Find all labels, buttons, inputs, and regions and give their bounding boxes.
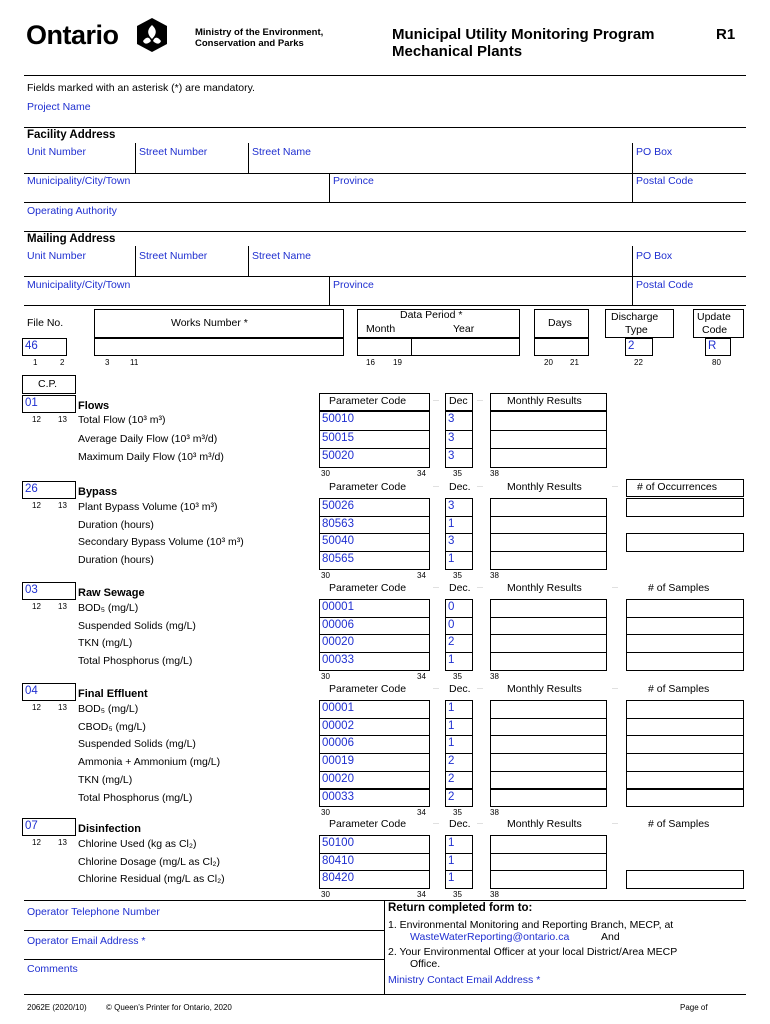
- cp-label: C.P.: [38, 378, 58, 390]
- dec-input[interactable]: 2: [445, 634, 473, 653]
- column-number: 16: [366, 358, 375, 367]
- dots: ···: [433, 686, 439, 692]
- column-number: 13: [58, 415, 67, 424]
- column-number: 12: [32, 501, 41, 510]
- dots: ···: [612, 821, 618, 827]
- monthly-results-label: Monthly Results: [507, 818, 582, 830]
- facility-address-heading: Facility Address: [27, 129, 116, 141]
- cp-code-input[interactable]: 07: [22, 818, 76, 836]
- parameter-code-input[interactable]: 50026: [319, 498, 430, 517]
- parameter-code-input[interactable]: 00020: [319, 634, 430, 653]
- parameter-code-input[interactable]: 00001: [319, 599, 430, 618]
- parameter-code-input[interactable]: 00002: [319, 718, 430, 737]
- cp-code-input[interactable]: 26: [22, 481, 76, 499]
- monthly-result-input[interactable]: [490, 448, 607, 468]
- dec-input[interactable]: 3: [445, 430, 473, 450]
- column-number: 38: [490, 570, 499, 580]
- column-number: 38: [490, 808, 499, 818]
- ontario-logo-text: Ontario: [26, 20, 119, 50]
- column-number: 30: [321, 671, 330, 681]
- parameter-code-input[interactable]: 50010: [319, 411, 430, 431]
- dec-input[interactable]: 1: [445, 551, 473, 570]
- column-number: 13: [58, 838, 67, 847]
- column-number: 30: [321, 468, 330, 478]
- dots: ···: [433, 821, 439, 827]
- discharge-type-label-1: Discharge: [611, 311, 659, 323]
- samples-input[interactable]: [626, 735, 744, 754]
- column-number: 20: [544, 358, 553, 367]
- year-input[interactable]: [411, 338, 520, 356]
- dots: ···: [477, 398, 483, 404]
- mailing-street-name-field[interactable]: Street Name: [252, 250, 311, 262]
- data-period-label: Data Period *: [400, 309, 463, 321]
- days-label: Days: [548, 317, 572, 329]
- parameter-label: Chlorine Dosage (mg/L as Cl₂): [78, 855, 220, 868]
- column-number: 3: [105, 358, 110, 367]
- monthly-result-input[interactable]: [490, 652, 607, 671]
- occurrences-label: # of Occurrences: [637, 481, 717, 493]
- parameter-label: Duration (hours): [78, 554, 154, 567]
- column-number: 34: [417, 570, 426, 580]
- parameter-label: Total Flow (10³ m³): [78, 414, 166, 426]
- parameter-code-label: Parameter Code: [329, 582, 407, 594]
- parameter-label: TKN (mg/L): [78, 773, 133, 786]
- monthly-result-input[interactable]: [490, 634, 607, 653]
- dec-input[interactable]: 0: [445, 599, 473, 618]
- dots: ···: [612, 686, 618, 692]
- column-number: 34: [417, 468, 426, 478]
- monthly-result-input[interactable]: [490, 411, 607, 431]
- dec-input[interactable]: 2: [445, 771, 473, 790]
- dots: ···: [477, 585, 483, 591]
- column-number: 35: [453, 570, 462, 580]
- parameter-label: CBOD₅ (mg/L): [78, 720, 146, 733]
- occurrences-input[interactable]: [626, 533, 744, 552]
- samples-label: # of Samples: [648, 582, 710, 594]
- mailing-address-heading: Mailing Address: [27, 233, 116, 245]
- facility-province-field[interactable]: Province: [333, 175, 374, 187]
- project-name-field[interactable]: Project Name: [27, 101, 91, 113]
- parameter-code-input[interactable]: 50040: [319, 533, 430, 552]
- dec-input[interactable]: 1: [445, 652, 473, 671]
- comments-field[interactable]: Comments: [27, 963, 78, 975]
- column-number: 34: [417, 671, 426, 681]
- dots: ···: [433, 585, 439, 591]
- dots: ···: [477, 686, 483, 692]
- mailing-postal-code-field[interactable]: Postal Code: [636, 279, 694, 291]
- return-and: And: [601, 931, 620, 943]
- parameter-code-input[interactable]: 00020: [319, 771, 430, 790]
- file-no-input[interactable]: 46: [22, 338, 67, 356]
- samples-input[interactable]: [626, 700, 744, 719]
- parameter-code-input[interactable]: 50100: [319, 835, 430, 854]
- dots: ···: [477, 821, 483, 827]
- column-number: 35: [453, 890, 462, 900]
- column-number: 30: [321, 570, 330, 580]
- monthly-result-input[interactable]: [490, 735, 607, 754]
- monthly-result-input[interactable]: [490, 835, 607, 854]
- dots: ···: [433, 398, 439, 404]
- dec-label: Dec.: [449, 683, 471, 695]
- operator-telephone-field[interactable]: Operator Telephone Number: [27, 906, 160, 918]
- monthly-result-input[interactable]: [490, 498, 607, 517]
- facility-po-box-field[interactable]: PO Box: [636, 146, 673, 158]
- monthly-result-input[interactable]: [490, 599, 607, 618]
- parameter-code-input[interactable]: 00019: [319, 753, 430, 772]
- parameter-label: Chlorine Used (kg as Cl₂): [78, 838, 197, 850]
- samples-input[interactable]: [626, 634, 744, 653]
- samples-input[interactable]: [626, 652, 744, 671]
- mailing-municipality-field[interactable]: Municipality/City/Town: [27, 279, 131, 291]
- column-number: 11: [130, 358, 139, 367]
- parameter-code-input[interactable]: 00006: [319, 617, 430, 636]
- column-number: 13: [58, 602, 67, 611]
- monthly-results-label: Monthly Results: [507, 395, 582, 407]
- column-number: 1: [33, 358, 38, 367]
- section-title-raw: Raw Sewage: [78, 587, 145, 599]
- dots: ···: [612, 585, 618, 591]
- monthly-result-input[interactable]: [490, 551, 607, 570]
- monthly-result-input[interactable]: [490, 870, 607, 889]
- cp-code-input[interactable]: 03: [22, 582, 76, 600]
- parameter-code-input[interactable]: 80410: [319, 853, 430, 872]
- monthly-result-input[interactable]: [490, 771, 607, 790]
- form-code: R1: [716, 26, 736, 43]
- samples-label: # of Samples: [648, 818, 710, 830]
- update-code-label-1: Update: [697, 311, 731, 323]
- dec-input[interactable]: 2: [445, 753, 473, 772]
- ministry-name-line1: Ministry of the Environment,: [195, 27, 324, 38]
- facility-municipality-field[interactable]: Municipality/City/Town: [27, 175, 131, 187]
- section-title-final: Final Effluent: [78, 688, 148, 700]
- facility-street-name-field[interactable]: Street Name: [252, 146, 311, 158]
- operator-email-field[interactable]: Operator Email Address *: [27, 935, 146, 947]
- parameter-label: BOD₅ (mg/L): [78, 602, 139, 614]
- month-input[interactable]: [357, 338, 412, 356]
- mailing-unit-number-field[interactable]: Unit Number: [27, 250, 86, 262]
- column-number: 80: [712, 358, 721, 367]
- return-instruction-2b: Office.: [410, 958, 441, 970]
- parameter-label: Duration (hours): [78, 518, 154, 531]
- samples-input[interactable]: [626, 789, 744, 808]
- form-number: 2062E (2020/10): [27, 1003, 87, 1012]
- column-number: 38: [490, 890, 499, 900]
- samples-input[interactable]: [626, 771, 744, 790]
- dots: ···: [612, 484, 618, 490]
- operating-authority-field[interactable]: Operating Authority: [27, 205, 117, 217]
- dec-input[interactable]: 1: [445, 835, 473, 854]
- mandatory-note: Fields marked with an asterisk (*) are mandatory.: [27, 82, 255, 94]
- dec-input[interactable]: 1: [445, 735, 473, 754]
- samples-input[interactable]: [626, 870, 744, 889]
- column-number: 30: [321, 890, 330, 900]
- occurrences-input[interactable]: [626, 498, 744, 517]
- parameter-label: Total Phosphorus (mg/L): [78, 791, 193, 804]
- parameter-label: Suspended Solids (mg/L): [78, 619, 196, 632]
- return-title: Return completed form to:: [388, 902, 533, 914]
- parameter-code-input[interactable]: 00033: [319, 789, 430, 808]
- column-number: 35: [453, 671, 462, 681]
- parameter-code-input[interactable]: 00006: [319, 735, 430, 754]
- parameter-code-label: Parameter Code: [329, 683, 407, 695]
- month-label: Month: [366, 323, 396, 335]
- ministry-name-line2: Conservation and Parks: [195, 38, 304, 49]
- column-number: 13: [58, 501, 67, 510]
- facility-postal-code-field[interactable]: Postal Code: [636, 175, 694, 187]
- days-input[interactable]: [534, 338, 589, 356]
- dec-input[interactable]: 2: [445, 789, 473, 808]
- discharge-type-label-2: Type: [625, 324, 648, 336]
- parameter-label: Total Phosphorus (mg/L): [78, 655, 193, 668]
- column-number: 12: [32, 838, 41, 847]
- discharge-type-input[interactable]: 2: [625, 338, 653, 356]
- file-no-label: File No.: [27, 317, 64, 329]
- dec-input[interactable]: 1: [445, 516, 473, 535]
- samples-input[interactable]: [626, 617, 744, 636]
- dec-label: Dec.: [449, 582, 471, 594]
- parameter-label: Suspended Solids (mg/L): [78, 738, 196, 751]
- parameter-code-input[interactable]: 50015: [319, 430, 430, 450]
- monthly-result-input[interactable]: [490, 700, 607, 719]
- dec-label: Dec: [449, 395, 468, 407]
- column-number: 35: [453, 808, 462, 818]
- parameter-label: BOD₅ (mg/L): [78, 703, 139, 715]
- dec-input[interactable]: 1: [445, 700, 473, 719]
- column-number: 12: [32, 703, 41, 712]
- column-number: 38: [490, 468, 499, 478]
- column-number: 12: [32, 415, 41, 424]
- parameter-code-label: Parameter Code: [329, 481, 407, 493]
- monthly-result-input[interactable]: [490, 853, 607, 872]
- section-title-flows: Flows: [78, 400, 110, 412]
- mailing-po-box-field[interactable]: PO Box: [636, 250, 673, 262]
- update-code-input[interactable]: R: [705, 338, 731, 356]
- parameter-code-label: Parameter Code: [329, 395, 407, 407]
- dec-label: Dec.: [449, 481, 471, 493]
- parameter-code-input[interactable]: 50020: [319, 448, 430, 468]
- trillium-icon: [134, 17, 170, 58]
- parameter-label: Average Daily Flow (10³ m³/d): [78, 432, 218, 445]
- column-number: 2: [60, 358, 65, 367]
- dots: ···: [433, 484, 439, 490]
- return-email-link[interactable]: WasteWaterReporting@ontario.ca: [410, 931, 570, 943]
- section-title-disinfection: Disinfection: [78, 823, 141, 835]
- divider: [24, 127, 746, 128]
- monthly-result-input[interactable]: [490, 718, 607, 737]
- column-number: 19: [393, 358, 402, 367]
- dec-input[interactable]: 1: [445, 718, 473, 737]
- samples-label: # of Samples: [648, 683, 710, 695]
- parameter-code-input[interactable]: 80563: [319, 516, 430, 535]
- monthly-result-input[interactable]: [490, 533, 607, 552]
- column-number: 21: [570, 358, 579, 367]
- samples-input[interactable]: [626, 718, 744, 737]
- parameter-code-input[interactable]: 80420: [319, 870, 430, 889]
- monthly-result-input[interactable]: [490, 430, 607, 450]
- parameter-label: Maximum Daily Flow (10³ m³/d): [78, 451, 224, 463]
- mailing-province-field[interactable]: Province: [333, 279, 374, 291]
- dec-input[interactable]: 3: [445, 498, 473, 517]
- parameter-code-input[interactable]: 00001: [319, 700, 430, 719]
- form-title-line2: Mechanical Plants: [392, 43, 523, 60]
- parameter-label: TKN (mg/L): [78, 637, 133, 650]
- year-label: Year: [453, 323, 475, 335]
- dec-label: Dec.: [449, 818, 471, 830]
- column-number: 38: [490, 671, 499, 681]
- samples-input[interactable]: [626, 599, 744, 618]
- parameter-code-input[interactable]: 00033: [319, 652, 430, 671]
- column-number: 12: [32, 602, 41, 611]
- column-number: 34: [417, 890, 426, 900]
- form-title-line1: Municipal Utility Monitoring Program: [392, 26, 655, 43]
- dec-input[interactable]: 3: [445, 411, 473, 431]
- monthly-results-label: Monthly Results: [507, 683, 582, 695]
- column-number: 13: [58, 703, 67, 712]
- header-divider: [24, 75, 746, 76]
- monthly-results-label: Monthly Results: [507, 582, 582, 594]
- section-title-bypass: Bypass: [78, 486, 118, 498]
- column-number: 35: [453, 468, 462, 478]
- dec-input[interactable]: 0: [445, 617, 473, 636]
- cp-code-input[interactable]: 01: [22, 395, 76, 413]
- column-number: 30: [321, 808, 330, 818]
- monthly-result-input[interactable]: [490, 789, 607, 808]
- facility-street-number-field[interactable]: Street Number: [139, 146, 208, 158]
- parameter-code-label: Parameter Code: [329, 818, 407, 830]
- parameter-label: Secondary Bypass Volume (10³ m³): [78, 536, 244, 549]
- monthly-result-input[interactable]: [490, 753, 607, 772]
- parameter-label: Ammonia + Ammonium (mg/L): [78, 756, 221, 769]
- return-instruction-2: 2. Your Environmental Officer at your local District/Area MECP: [388, 946, 678, 958]
- monthly-result-input[interactable]: [490, 617, 607, 636]
- copyright: © Queen’s Printer for Ontario, 2020: [106, 1003, 232, 1012]
- mailing-street-number-field[interactable]: Street Number: [139, 250, 208, 262]
- monthly-result-input[interactable]: [490, 516, 607, 535]
- return-instruction-1: 1. Environmental Monitoring and Reporting Branch, MECP, at: [388, 919, 674, 931]
- parameter-label: Plant Bypass Volume (10³ m³): [78, 501, 218, 513]
- ministry-contact-email-field[interactable]: Ministry Contact Email Address *: [388, 974, 541, 986]
- update-code-label-2: Code: [702, 324, 728, 336]
- dec-input[interactable]: 1: [445, 853, 473, 872]
- dec-input[interactable]: 3: [445, 533, 473, 552]
- dots: ···: [477, 484, 483, 490]
- samples-input[interactable]: [626, 753, 744, 772]
- works-number-input[interactable]: [94, 338, 344, 356]
- cp-code-input[interactable]: 04: [22, 683, 76, 701]
- page-number: Page of: [680, 1003, 708, 1012]
- dec-input[interactable]: 1: [445, 870, 473, 889]
- parameter-code-input[interactable]: 80565: [319, 551, 430, 570]
- works-number-label: Works Number *: [171, 317, 248, 329]
- column-number: 22: [634, 358, 643, 367]
- facility-unit-number-field[interactable]: Unit Number: [27, 146, 86, 158]
- dec-input[interactable]: 3: [445, 448, 473, 468]
- parameter-label: Chlorine Residual (mg/L as Cl₂): [78, 873, 225, 886]
- monthly-results-label: Monthly Results: [507, 481, 582, 493]
- column-number: 34: [417, 808, 426, 818]
